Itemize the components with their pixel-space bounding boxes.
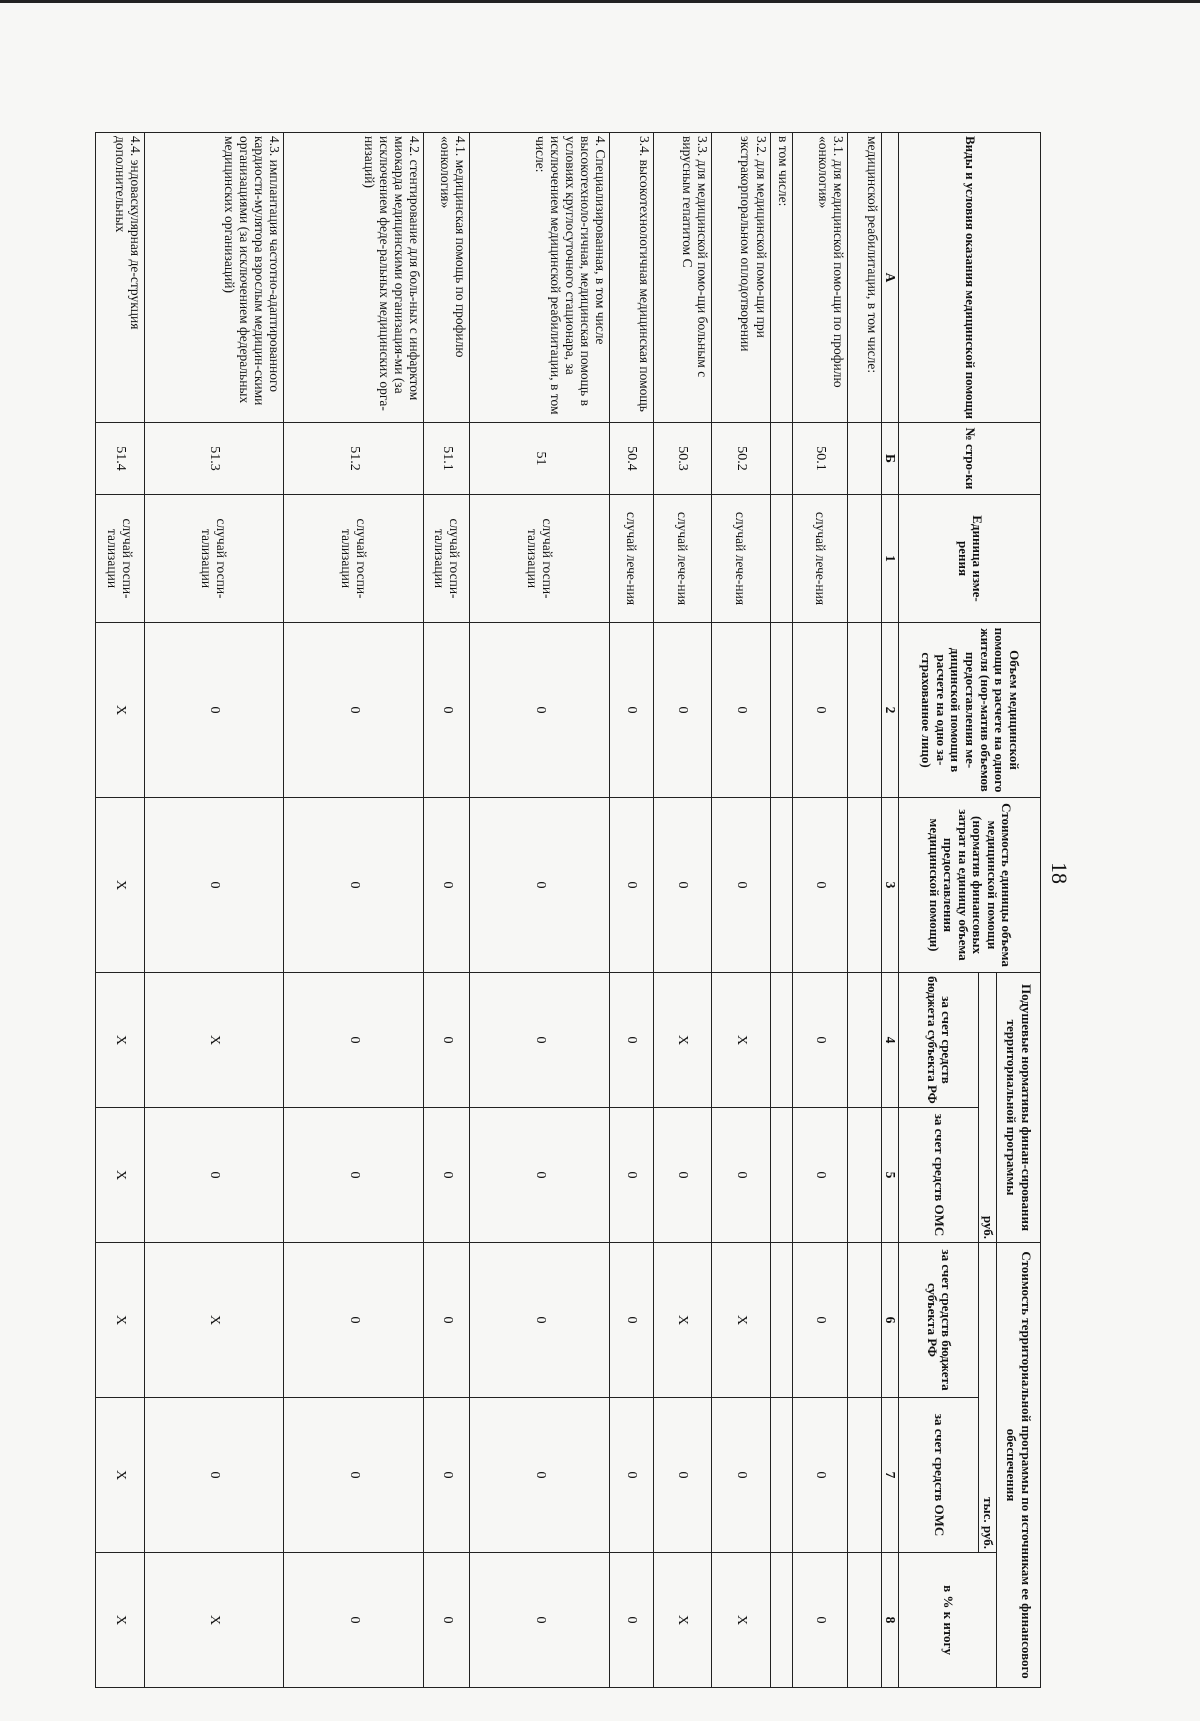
row-number-cell: 50.3 — [653, 423, 711, 495]
value-cell — [848, 973, 882, 1108]
row-name-cell: 4.4. эндоваскулярная де-струкция дополнительных — [96, 133, 145, 423]
index-cell: 5 — [882, 1108, 899, 1243]
index-cell: 7 — [882, 1398, 899, 1553]
value-cell: 0 — [144, 798, 284, 973]
table-row — [792, 133, 848, 1688]
value-cell — [770, 1553, 792, 1688]
index-cell: 3 — [882, 798, 899, 973]
table-row — [770, 133, 792, 1688]
header-col-a: Виды и условия оказания медицинской помощи — [899, 133, 1041, 423]
header-unit-thousand-rub: тыс. руб. — [979, 1243, 997, 1553]
value-cell — [848, 1243, 882, 1398]
value-cell — [770, 1243, 792, 1398]
row-unit-cell: случай госпи-тализации — [96, 495, 145, 623]
table-row — [284, 133, 424, 1688]
value-cell: 0 — [284, 1553, 424, 1688]
index-cell: 6 — [882, 1243, 899, 1398]
header-col-3: Стоимость единицы объема медицинской помощи (норматив финансовых затрат на единицу объема предоставления медицинской помощи) — [899, 798, 1041, 973]
value-cell: 0 — [792, 1243, 848, 1398]
value-cell: 0 — [653, 1108, 711, 1243]
value-cell — [770, 798, 792, 973]
table-row — [712, 133, 770, 1688]
value-cell: 0 — [792, 1553, 848, 1688]
value-cell: 0 — [712, 1108, 770, 1243]
value-cell: 0 — [792, 1108, 848, 1243]
row-number-cell: 50.1 — [792, 423, 848, 495]
value-cell: 0 — [284, 1398, 424, 1553]
value-cell: 0 — [653, 623, 711, 798]
value-cell: X — [144, 1553, 284, 1688]
row-number-cell — [770, 423, 792, 495]
value-cell: 0 — [144, 1108, 284, 1243]
row-number-cell: 51.1 — [424, 423, 470, 495]
value-cell: 0 — [284, 623, 424, 798]
value-cell: 0 — [470, 1108, 610, 1243]
header-col-1: Единица изме-рения — [899, 495, 1041, 623]
column-index-row — [882, 133, 899, 1688]
table-row — [424, 133, 470, 1688]
table-row — [470, 133, 610, 1688]
header-col-7: за счет средств ОМС — [899, 1398, 979, 1553]
header-col-5: за счет средств ОМС — [899, 1108, 979, 1243]
header-col-8: в % к итогу — [899, 1553, 997, 1688]
header-col-2: Объем медицинской помощи в расчете на одного жителя (нор-матив объемов предоставления ме-дицинской помощи в расчете на одно за-страхованное лицо) — [899, 623, 1041, 798]
table-row — [848, 133, 882, 1688]
value-cell: 0 — [424, 973, 470, 1108]
row-number-cell — [848, 423, 882, 495]
value-cell: 0 — [712, 623, 770, 798]
value-cell — [770, 1398, 792, 1553]
page-number: 18 — [1047, 862, 1072, 884]
index-cell: 1 — [882, 495, 899, 623]
header-group-6-8: Стоимость территориальной программы по источникам ее финансового обеспечения — [997, 1243, 1041, 1688]
value-cell: 0 — [470, 1398, 610, 1553]
row-unit-cell: случай лече-ния — [653, 495, 711, 623]
rotated-page — [95, 132, 1041, 1687]
value-cell: X — [712, 1553, 770, 1688]
value-cell: X — [712, 1243, 770, 1398]
row-number-cell: 51.4 — [96, 423, 145, 495]
header-col-6: за счет средств бюджета субъекта РФ — [899, 1243, 979, 1398]
value-cell: 0 — [792, 798, 848, 973]
value-cell: X — [144, 973, 284, 1108]
value-cell: 0 — [284, 973, 424, 1108]
row-unit-cell: случай лече-ния — [712, 495, 770, 623]
value-cell: X — [96, 798, 145, 973]
value-cell: X — [96, 973, 145, 1108]
row-unit-cell: случай лече-ния — [792, 495, 848, 623]
value-cell: X — [653, 973, 711, 1108]
value-cell — [848, 623, 882, 798]
row-number-cell: 51.2 — [284, 423, 424, 495]
index-cell: Б — [882, 423, 899, 495]
row-name-cell: 3.2. для медицинской помо-щи при экстракорпоральном оплодотворении — [712, 133, 770, 423]
value-cell: 0 — [424, 623, 470, 798]
value-cell — [848, 798, 882, 973]
row-unit-cell: случай госпи-тализации — [284, 495, 424, 623]
row-name-cell: 4. Специализированная, в том числе высокотехноло-гичная, медицинская помощь в условиях круглосуточного стационара, за исключением медицинской реабилитации, в том числе: — [470, 133, 610, 423]
row-name-cell: медицинской реабилитации, в том числе: — [848, 133, 882, 423]
row-name-cell: 3.4. высокотехнологичная медицинская помощь — [610, 133, 654, 423]
value-cell: X — [712, 973, 770, 1108]
table-row — [653, 133, 711, 1688]
value-cell — [770, 973, 792, 1108]
value-cell: 0 — [144, 623, 284, 798]
value-cell: 0 — [712, 798, 770, 973]
value-cell: X — [144, 1243, 284, 1398]
value-cell: 0 — [792, 1398, 848, 1553]
top-border-line — [0, 0, 1200, 3]
value-cell — [848, 1553, 882, 1688]
header-unit-rub: руб. — [979, 973, 997, 1243]
row-number-cell: 50.4 — [610, 423, 654, 495]
value-cell: X — [653, 1553, 711, 1688]
header-col-b: № стро-ки — [899, 423, 1041, 495]
value-cell: 0 — [610, 1398, 654, 1553]
value-cell: X — [96, 623, 145, 798]
value-cell: 0 — [610, 798, 654, 973]
table-row — [144, 133, 284, 1688]
value-cell: 0 — [610, 1243, 654, 1398]
index-cell: А — [882, 133, 899, 423]
value-cell: X — [96, 1243, 145, 1398]
row-unit-cell: случай госпи-тализации — [470, 495, 610, 623]
value-cell: 0 — [424, 1398, 470, 1553]
row-number-cell: 51.3 — [144, 423, 284, 495]
value-cell: 0 — [792, 973, 848, 1108]
value-cell: 0 — [653, 1398, 711, 1553]
value-cell: 0 — [144, 1398, 284, 1553]
row-unit-cell — [770, 495, 792, 623]
index-cell: 8 — [882, 1553, 899, 1688]
value-cell: X — [96, 1553, 145, 1688]
value-cell: 0 — [424, 1108, 470, 1243]
value-cell: 0 — [470, 623, 610, 798]
value-cell: 0 — [470, 1243, 610, 1398]
value-cell: 0 — [610, 1108, 654, 1243]
row-name-cell: 4.1. медицинская помощь по профилю «онкология» — [424, 133, 470, 423]
value-cell — [770, 623, 792, 798]
value-cell: 0 — [284, 1108, 424, 1243]
value-cell: 0 — [424, 1553, 470, 1688]
value-cell: 0 — [284, 798, 424, 973]
value-cell: 0 — [470, 798, 610, 973]
table-row — [610, 133, 654, 1688]
value-cell: X — [96, 1398, 145, 1553]
header-group-4-5: Подушевые нормативы финан-сирования территориальной программы — [997, 973, 1041, 1243]
header-col-4: за счет средств бюджета субъекта РФ — [899, 973, 979, 1108]
value-cell: 0 — [610, 623, 654, 798]
value-cell — [848, 1108, 882, 1243]
index-cell: 2 — [882, 623, 899, 798]
value-cell: X — [653, 1243, 711, 1398]
value-cell: 0 — [424, 798, 470, 973]
row-name-cell: 3.3. для медицинской помо-щи больным с вирусным гепатитом С — [653, 133, 711, 423]
value-cell: 0 — [712, 1398, 770, 1553]
value-cell: X — [96, 1108, 145, 1243]
row-unit-cell: случай госпи-тализации — [424, 495, 470, 623]
program-table — [95, 132, 1041, 1688]
row-number-cell: 50.2 — [712, 423, 770, 495]
value-cell: 0 — [610, 1553, 654, 1688]
row-name-cell: 3.1. для медицинской помо-щи по профилю «онкология» — [792, 133, 848, 423]
value-cell: 0 — [284, 1243, 424, 1398]
index-cell: 4 — [882, 973, 899, 1108]
row-unit-cell — [848, 495, 882, 623]
row-name-cell: 4.3. имплантация частотно-адаптированного кардиости-мулятора взрослым медицин-скими организациями (за исключением федеральных медицинских организаций) — [144, 133, 284, 423]
table-row — [96, 133, 145, 1688]
row-unit-cell: случай лече-ния — [610, 495, 654, 623]
value-cell: 0 — [470, 1553, 610, 1688]
row-number-cell: 51 — [470, 423, 610, 495]
value-cell — [770, 1108, 792, 1243]
value-cell: 0 — [653, 798, 711, 973]
value-cell: 0 — [792, 623, 848, 798]
row-name-cell: 4.2. стентирование для боль-ных с инфарктом миокарда медицинскими организация-ми (за исключением феде-ральных медицинских орга-низаций) — [284, 133, 424, 423]
row-unit-cell: случай госпи-тализации — [144, 495, 284, 623]
value-cell: 0 — [610, 973, 654, 1108]
value-cell — [848, 1398, 882, 1553]
row-name-cell: в том числе: — [770, 133, 792, 423]
value-cell: 0 — [424, 1243, 470, 1398]
value-cell: 0 — [470, 973, 610, 1108]
